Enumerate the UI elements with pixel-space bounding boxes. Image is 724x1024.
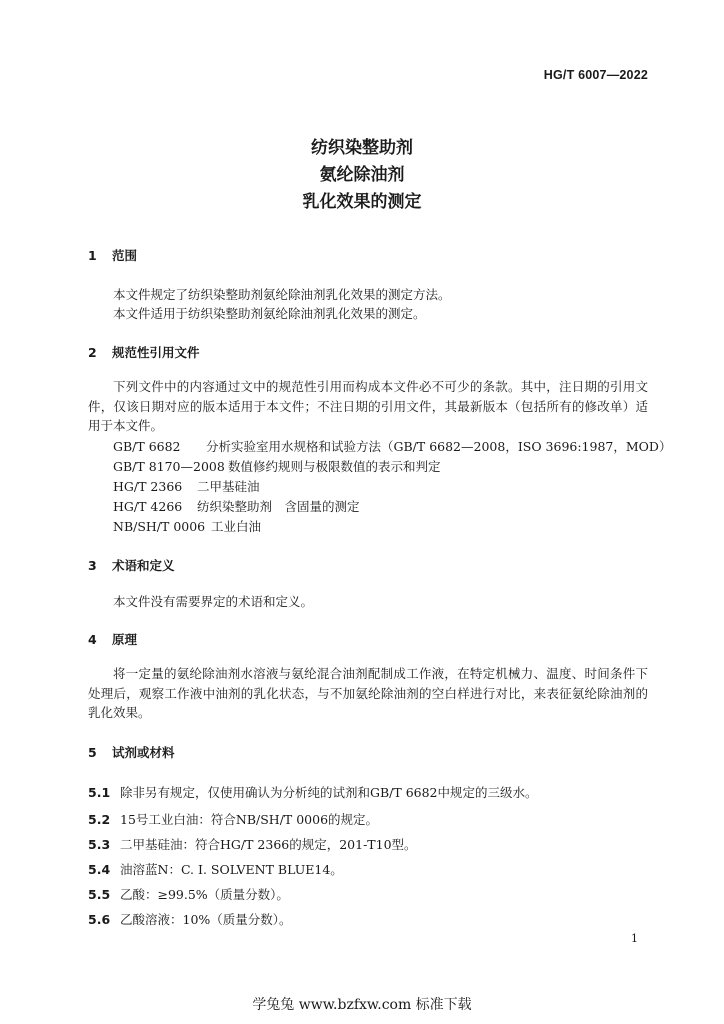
list-item [88, 910, 292, 928]
reference-code: GB/T 8170—2008 [113, 459, 225, 474]
section-heading-2 [88, 343, 200, 361]
item-text: 除非另有规定，仅使用确认为分析纯的试剂和GB/T 6682中规定的三级水。 [120, 785, 538, 800]
list-item [88, 860, 343, 878]
page-number: 1 [631, 932, 638, 945]
reference-item [113, 517, 261, 535]
paragraph: 本文件没有需要界定的术语和定义。 [113, 594, 314, 609]
item-number: 5.3 [88, 837, 111, 852]
section-number: 3 [88, 558, 97, 573]
item-text: 二甲基硅油：符合HG/T 2366的规定，201-T10型。 [120, 837, 417, 852]
reference-item [113, 497, 360, 515]
item-text: 乙酸：≥99.5%（质量分数）。 [120, 887, 289, 902]
reference-code: HG/T 2366 [113, 479, 183, 494]
section-title: 术语和定义 [112, 558, 175, 573]
item-text: 15号工业白油：符合NB/SH/T 0006的规定。 [120, 812, 379, 827]
reference-code: NB/SH/T 0006 [113, 519, 206, 534]
section-heading-5 [88, 743, 175, 761]
reference-title: 工业白油 [211, 519, 262, 534]
paragraph: 本文件适用于纺织染整助剂氨纶除油剂乳化效果的测定。 [113, 306, 426, 321]
item-number: 5.4 [88, 862, 111, 877]
reference-title: 二甲基硅油 [197, 479, 260, 494]
section-heading-1 [88, 246, 137, 264]
section-title: 试剂或材料 [112, 745, 175, 760]
item-number: 5.5 [88, 887, 111, 902]
title-line-2: 氨纶除油剂 [319, 165, 405, 185]
item-text: 乙酸溶液：10%（质量分数）。 [120, 912, 292, 927]
list-item [88, 810, 378, 828]
item-number: 5.6 [88, 912, 111, 927]
title-line-1: 纺织染整助剂 [311, 138, 413, 158]
list-item [88, 885, 289, 903]
section-number: 1 [88, 248, 97, 263]
section-number: 5 [88, 745, 97, 760]
paragraph: 下列文件中的内容通过文中的规范性引用而构成本文件必不可少的条款。其中，注日期的引用文件，仅该日期对应的版本适用于本文件；不注日期的引用文件，其最新版本（包括所有的修改单）适用于本文件。 [88, 379, 648, 433]
reference-item [113, 477, 260, 495]
reference-code: GB/T 6682 [113, 439, 181, 454]
item-number: 5.2 [88, 812, 111, 827]
footer-watermark[interactable]: 学兔兔 www.bzfxw.com 标准下载 [252, 997, 472, 1013]
section-number: 4 [88, 632, 97, 647]
reference-item [113, 457, 441, 475]
reference-title: 数值修约规则与极限数值的表示和判定 [228, 459, 441, 474]
item-number: 5.1 [88, 785, 111, 800]
paragraph: 本文件规定了纺织染整助剂氨纶除油剂乳化效果的测定方法。 [113, 287, 451, 302]
item-text: 油溶蓝N：C. I. SOLVENT BLUE14。 [120, 862, 343, 877]
section-title: 规范性引用文件 [112, 345, 200, 360]
title-line-3: 乳化效果的测定 [302, 192, 422, 212]
reference-code: HG/T 4266 [113, 499, 183, 514]
section-number: 2 [88, 345, 97, 360]
paragraph: 将一定量的氨纶除油剂水溶液与氨纶混合油剂配制成工作液，在特定机械力、温度、时间条件下处理后，观察工作液中油剂的乳化状态，与不加氨纶除油剂的空白样进行对比，来表征氨纶除油剂的乳化效果。 [88, 666, 648, 720]
list-item [88, 835, 417, 853]
section-title: 范围 [112, 248, 138, 263]
reference-title: 纺织染整助剂 含固量的测定 [197, 499, 360, 514]
reference-item [113, 437, 671, 455]
list-item [88, 783, 538, 801]
section-title: 原理 [112, 632, 138, 647]
section-heading-4 [88, 630, 137, 648]
section-heading-3 [88, 556, 175, 574]
reference-title: 分析实验室用水规格和试验方法（GB/T 6682—2008，ISO 3696:1987，MOD） [206, 439, 672, 454]
standard-code: HG/T 6007—2022 [543, 68, 648, 82]
